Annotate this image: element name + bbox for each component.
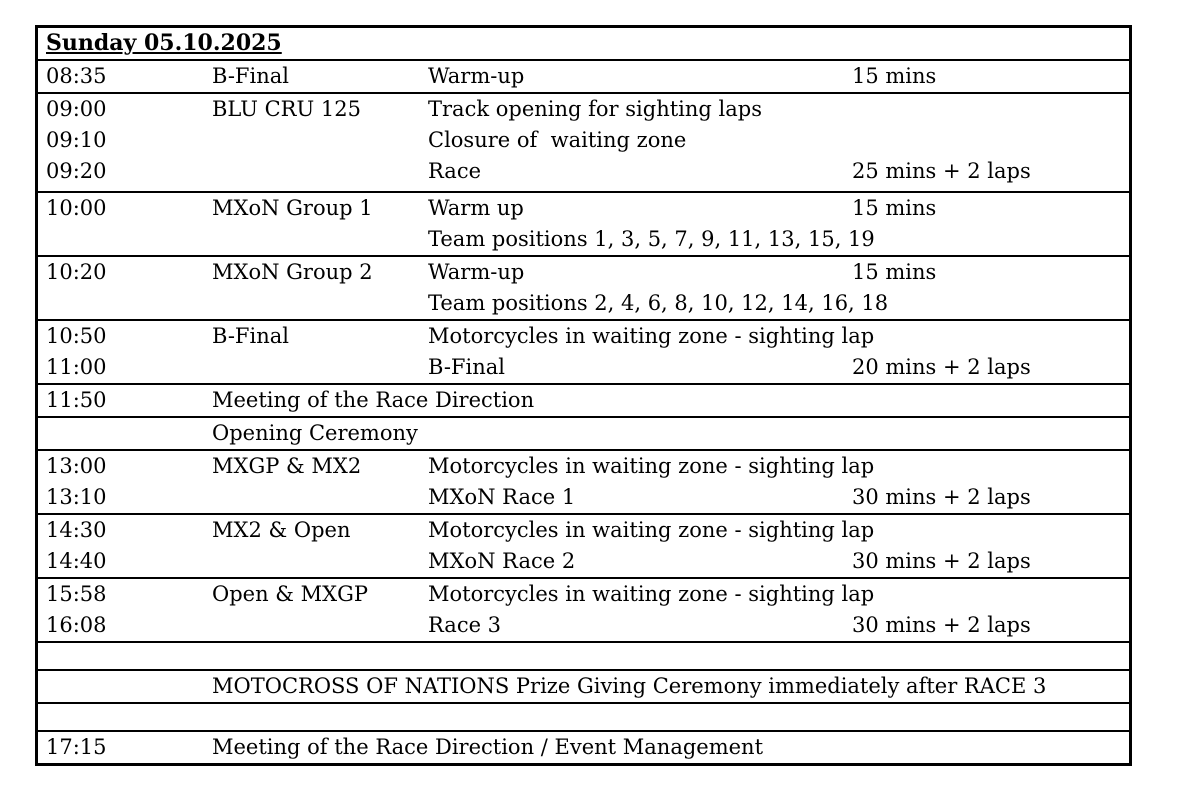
schedule-line	[38, 515, 1129, 546]
group-cell: Opening Ceremony	[212, 421, 418, 445]
activity-cell: B-Final	[428, 355, 505, 379]
duration-cell	[852, 451, 1129, 482]
group-cell: Open & MXGP	[212, 582, 369, 606]
schedule-line	[38, 94, 1129, 125]
schedule-line	[38, 352, 1129, 383]
time-cell: 14:30	[46, 518, 107, 542]
duration-cell: 25 mins + 2 laps	[852, 159, 1031, 183]
time-cell: 13:10	[46, 485, 107, 509]
schedule-line	[38, 732, 1129, 763]
schedule-line	[38, 482, 1129, 513]
duration-cell	[852, 418, 1129, 449]
activity-cell: Team positions 2, 4, 6, 8, 10, 12, 14, 16, 18	[428, 291, 889, 315]
group-cell	[212, 610, 428, 641]
time-cell	[38, 224, 212, 255]
duration-cell	[852, 732, 1129, 763]
schedule-line	[38, 546, 1129, 577]
group-cell	[212, 352, 428, 383]
time-cell: 16:08	[46, 613, 107, 637]
activity-cell	[428, 385, 852, 416]
day-title: Sunday 05.10.2025	[46, 30, 282, 56]
table-row	[38, 418, 1129, 451]
schedule-line	[38, 321, 1129, 352]
schedule-line	[38, 451, 1129, 482]
table-row	[38, 321, 1129, 385]
activity-cell: Motorcycles in waiting zone - sighting lap	[428, 324, 875, 348]
time-cell: 13:00	[46, 454, 107, 478]
schedule-line	[38, 579, 1129, 610]
time-cell: 15:58	[46, 582, 107, 606]
schedule-line	[38, 193, 1129, 224]
schedule-line	[38, 224, 1129, 255]
group-cell: MOTOCROSS OF NATIONS Prize Giving Ceremony immediately after RACE 3	[212, 674, 1047, 698]
duration-cell	[852, 671, 1129, 702]
duration-cell: 30 mins + 2 laps	[852, 613, 1031, 637]
table-row	[38, 257, 1129, 321]
group-cell: Meeting of the Race Direction	[212, 388, 535, 412]
time-cell: 11:00	[46, 355, 107, 379]
duration-cell: 20 mins + 2 laps	[852, 355, 1031, 379]
group-cell	[212, 546, 428, 577]
duration-cell	[852, 125, 1129, 156]
duration-cell	[852, 321, 1129, 352]
table-row	[38, 385, 1129, 418]
time-cell: 17:15	[46, 735, 107, 759]
schedule-line	[38, 125, 1129, 156]
duration-cell	[852, 385, 1129, 416]
empty-row	[38, 704, 1129, 732]
activity-cell: Warm-up	[428, 260, 525, 284]
duration-cell	[852, 224, 1129, 255]
time-cell: 10:50	[46, 324, 107, 348]
duration-cell: 15 mins	[852, 64, 937, 88]
time-cell	[38, 288, 212, 319]
table-row	[38, 193, 1129, 257]
group-cell	[212, 125, 428, 156]
time-cell: 09:10	[46, 128, 107, 152]
table-row	[38, 515, 1129, 579]
group-cell: B-Final	[212, 64, 289, 88]
schedule-line	[38, 61, 1129, 92]
schedule-line	[38, 385, 1129, 416]
activity-cell: MXoN Race 1	[428, 485, 576, 509]
activity-cell: Team positions 1, 3, 5, 7, 9, 11, 13, 15, 19	[428, 227, 875, 251]
duration-cell: 30 mins + 2 laps	[852, 485, 1031, 509]
duration-cell	[852, 94, 1129, 125]
time-cell: 09:00	[46, 97, 107, 121]
duration-cell	[852, 579, 1129, 610]
group-cell	[212, 224, 428, 255]
activity-cell: Race	[428, 159, 482, 183]
group-cell: MXGP & MX2	[212, 454, 362, 478]
activity-cell: Motorcycles in waiting zone - sighting lap	[428, 454, 875, 478]
table-row	[38, 94, 1129, 193]
time-cell: 10:20	[46, 260, 107, 284]
activity-cell: Closure of waiting zone	[428, 128, 687, 152]
group-cell: MXoN Group 1	[212, 196, 373, 220]
time-cell	[38, 671, 212, 702]
group-cell: BLU CRU 125	[212, 97, 361, 121]
activity-cell: Motorcycles in waiting zone - sighting lap	[428, 518, 875, 542]
activity-cell: Track opening for sighting laps	[428, 97, 762, 121]
activity-cell: Warm up	[428, 196, 524, 220]
time-cell: 09:20	[46, 159, 107, 183]
table-row	[38, 61, 1129, 94]
empty-row	[38, 643, 1129, 671]
activity-cell: MXoN Race 2	[428, 549, 576, 573]
table-row	[38, 671, 1129, 704]
group-cell	[212, 482, 428, 513]
activity-cell	[428, 732, 852, 763]
time-cell	[38, 418, 212, 449]
time-cell: 11:50	[46, 388, 107, 412]
table-row	[38, 451, 1129, 515]
time-cell: 14:40	[46, 549, 107, 573]
duration-cell	[852, 515, 1129, 546]
schedule-line	[38, 257, 1129, 288]
activity-cell	[428, 671, 852, 702]
time-cell: 10:00	[46, 196, 107, 220]
schedule-line	[38, 288, 1129, 319]
day-header-row	[38, 28, 1129, 61]
duration-cell: 15 mins	[852, 260, 937, 284]
schedule-table	[35, 25, 1132, 766]
group-cell: MX2 & Open	[212, 518, 351, 542]
table-row	[38, 732, 1129, 763]
group-cell: Meeting of the Race Direction / Event Management	[212, 735, 764, 759]
schedule-line	[38, 610, 1129, 641]
activity-cell: Warm-up	[428, 64, 525, 88]
duration-cell: 30 mins + 2 laps	[852, 549, 1031, 573]
schedule-line	[38, 418, 1129, 449]
schedule-line	[38, 671, 1129, 702]
activity-cell: Motorcycles in waiting zone - sighting lap	[428, 582, 875, 606]
activity-cell	[428, 418, 852, 449]
group-cell: MXoN Group 2	[212, 260, 373, 284]
duration-cell	[852, 288, 1129, 319]
activity-cell: Race 3	[428, 613, 502, 637]
table-row	[38, 579, 1129, 643]
group-cell: B-Final	[212, 324, 289, 348]
duration-cell: 15 mins	[852, 196, 937, 220]
group-cell	[212, 156, 428, 187]
schedule-body	[38, 61, 1129, 763]
schedule-line	[38, 156, 1129, 187]
group-cell	[212, 288, 428, 319]
time-cell: 08:35	[46, 64, 107, 88]
